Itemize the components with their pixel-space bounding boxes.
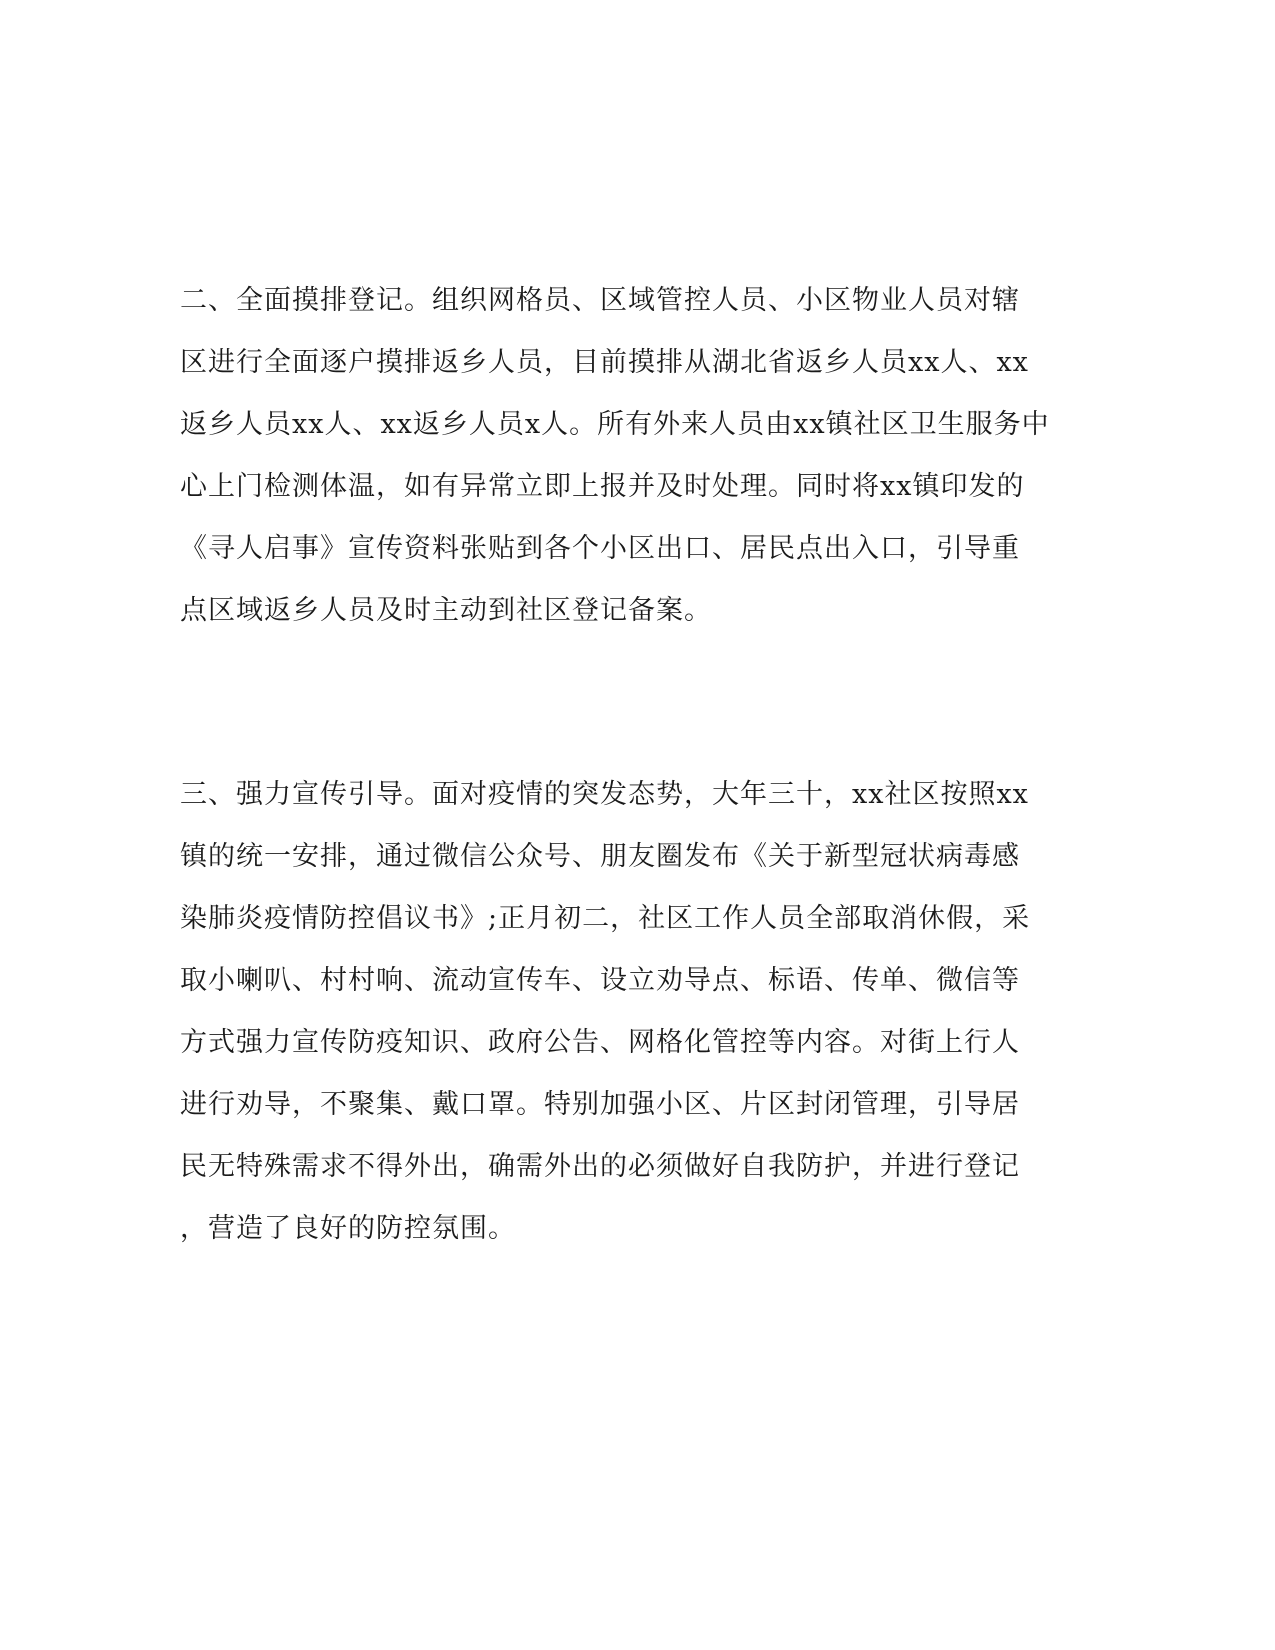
paragraph-line: 点区域返乡人员及时主动到社区登记备案。 — [180, 595, 712, 626]
paragraph-line: 染肺炎疫情防控倡议书》;正月初二，社区工作人员全部取消休假，采 — [180, 903, 1031, 934]
paragraph-line: 二、全面摸排登记。组织网格员、区域管控人员、小区物业人员对辖 — [180, 285, 1020, 316]
paragraph-comprehensive-screening — [180, 270, 1050, 642]
paragraph-line: 返乡人员xx人、xx返乡人员x人。所有外来人员由xx镇社区卫生服务中 — [180, 409, 1050, 440]
paragraph-line: 镇的统一安排，通过微信公众号、朋友圈发布《关于新型冠状病毒感 — [180, 841, 1020, 872]
paragraph-line: 《寻人启事》宣传资料张贴到各个小区出口、居民点出入口，引导重 — [180, 533, 1020, 564]
paragraph-publicity-guidance — [180, 764, 1050, 1260]
paragraph-line: 区进行全面逐户摸排返乡人员，目前摸排从湖北省返乡人员xx人、xx — [180, 347, 1029, 378]
paragraph-line: 取小喇叭、村村响、流动宣传车、设立劝导点、标语、传单、微信等 — [180, 965, 1020, 996]
paragraph-line: ，营造了良好的防控氛围。 — [180, 1213, 516, 1244]
paragraph-line: 民无特殊需求不得外出，确需外出的必须做好自我防护，并进行登记 — [180, 1151, 1020, 1182]
paragraph-line: 心上门检测体温，如有异常立即上报并及时处理。同时将xx镇印发的 — [180, 471, 1025, 502]
paragraph-line: 方式强力宣传防疫知识、政府公告、网格化管控等内容。对街上行人 — [180, 1027, 1020, 1058]
paragraph-line: 三、强力宣传引导。面对疫情的突发态势，大年三十，xx社区按照xx — [180, 779, 1029, 810]
paragraph-line: 进行劝导，不聚集、戴口罩。特别加强小区、片区封闭管理，引导居 — [180, 1089, 1020, 1120]
